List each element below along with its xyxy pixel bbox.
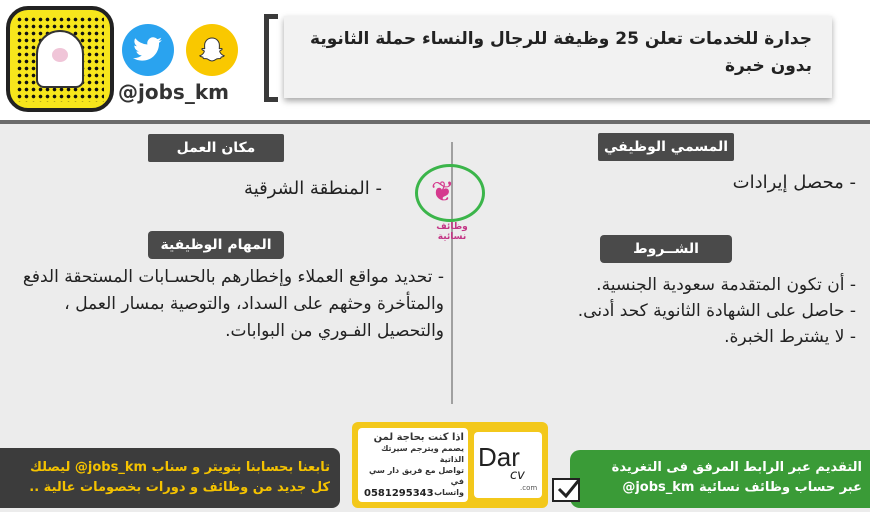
page-title: جدارة للخدمات تعلن 25 وظيفة للرجال والنساء حملة الثانوية بدون خبرة [310, 29, 812, 76]
account-handle: @jobs_km [118, 80, 229, 104]
job-title-value: - محصل إيرادات [732, 172, 856, 193]
location-label: مكان العمل [148, 134, 284, 162]
ad-phone: 0581295343 [364, 488, 434, 499]
checkbox-icon [552, 478, 580, 502]
follow-banner [0, 448, 340, 508]
location-value: - المنطقة الشرقية [244, 178, 382, 199]
ad-line-3: تواصل مع فريق دار سي في [368, 466, 464, 486]
apply-line-2: عبر حساب وظائف نسائية jobs_km@ [622, 480, 862, 495]
snapchat-icon[interactable] [186, 24, 238, 76]
ad-line-4: واتساب [434, 488, 464, 497]
conditions-list [456, 272, 856, 350]
butterfly-icon: ❦ [431, 175, 455, 208]
tasks-label: المهام الوظيفية [148, 231, 284, 259]
follow-line-1: تابعنا بحسابنا بتويتر و سناب jobs_km@ ليصلك [29, 460, 330, 475]
snapcode-icon [6, 6, 114, 112]
conditions-label: الشــروط [600, 235, 732, 263]
darcv-ad[interactable] [352, 422, 548, 508]
logo-caption: وظائف نسائية [436, 222, 468, 242]
job-title-label: المسمي الوظيفي [598, 133, 734, 161]
apply-line-1: التقديم عبر الرابط المرفق فى التغريدة [611, 460, 862, 475]
condition-item: - أن تكون المتقدمة سعودية الجنسية. [596, 275, 856, 295]
apply-banner[interactable] [570, 450, 870, 508]
ad-line-2: يصمم ويترجم سيرتك الذاتية [381, 444, 464, 464]
ad-brand-com: .com [520, 484, 538, 492]
follow-line-2: كل جديد من وظائف و دورات بخصومات عالية .. [29, 480, 330, 495]
ad-brand-sub: cv [510, 468, 525, 483]
condition-item: - لا يشترط الخبرة. [724, 327, 856, 347]
header-divider [0, 120, 870, 124]
ad-brand: Dar [478, 442, 520, 472]
tasks-value: - تحديد مواقع العملاء وإخطارهم بالحسـابات المستحقة الدفع والمتأخرة وحثهم على السداد، والتوصية بمسار العمل ، والتحصيل الفـوري من البوابات. [22, 267, 444, 341]
brand-logo [411, 164, 491, 242]
title-bracket [264, 14, 278, 102]
ad-line-1: اذا كنت بحاجة لمن [373, 432, 464, 443]
condition-item: - حاصل على الشهادة الثانوية كحد أدنى. [577, 301, 856, 321]
darcv-logo [474, 432, 542, 498]
twitter-icon[interactable] [122, 24, 174, 76]
